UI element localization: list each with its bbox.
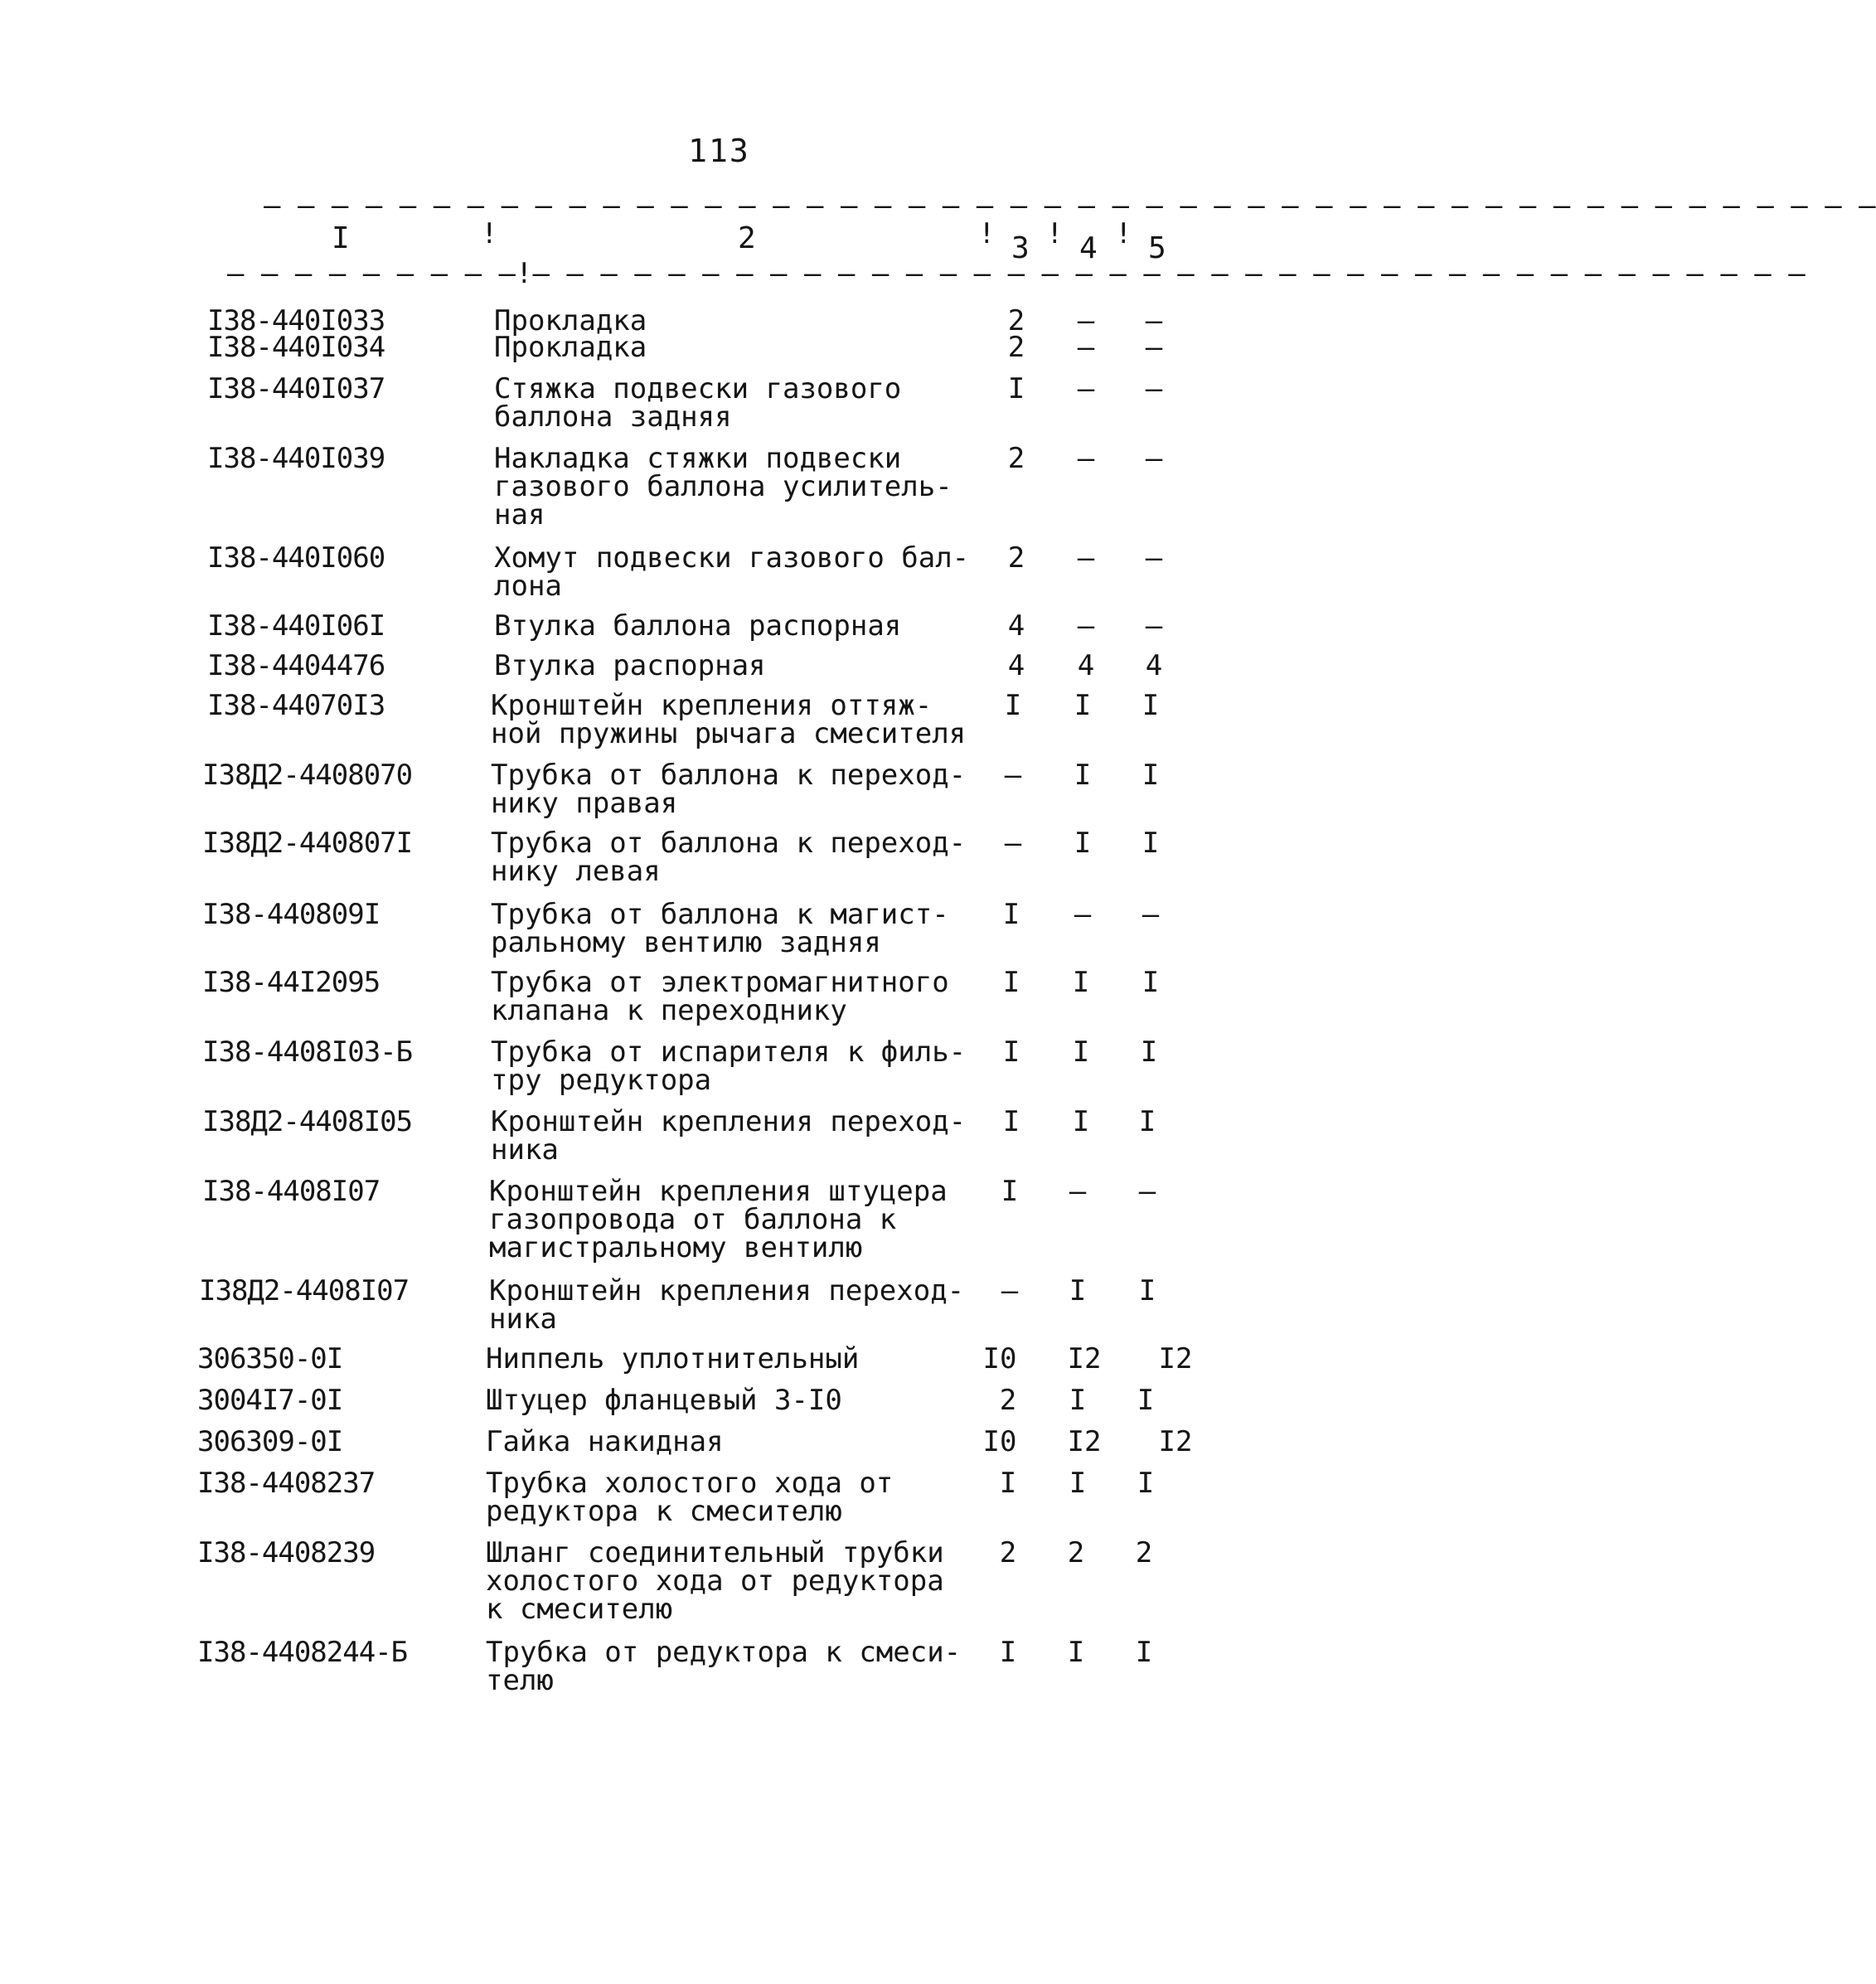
header-col-2: 2 bbox=[738, 221, 756, 255]
part-number: I38-440I037 bbox=[207, 372, 385, 405]
quantity-col-3: 2 bbox=[1007, 541, 1025, 575]
quantity-col-4: I bbox=[1069, 1274, 1087, 1307]
quantity-col-4: – bbox=[1077, 372, 1095, 405]
part-number: I38-4408244-Б bbox=[197, 1636, 408, 1669]
header-col-4: 4 bbox=[1079, 231, 1098, 265]
part-description: Трубка от баллона к магист- ральному вентилю задняя bbox=[491, 898, 949, 959]
quantity-col-3: I bbox=[999, 1467, 1017, 1500]
quantity-col-4: 2 bbox=[1067, 1536, 1085, 1569]
quantity-col-4: – bbox=[1077, 442, 1095, 475]
part-description: Трубка от редуктора к смеси- телю bbox=[486, 1636, 962, 1697]
quantity-col-3: I bbox=[1002, 1036, 1020, 1069]
quantity-col-5: – bbox=[1145, 331, 1163, 364]
quantity-col-5: I2 bbox=[1158, 1342, 1193, 1375]
part-number: 306350-0I bbox=[197, 1342, 343, 1375]
quantity-col-4: I bbox=[1072, 1036, 1090, 1069]
quantity-col-3: I bbox=[1002, 966, 1020, 999]
quantity-col-5: – bbox=[1145, 304, 1163, 337]
part-description: Трубка от испарителя к филь- тру редуктора bbox=[491, 1036, 967, 1097]
quantity-col-5: I bbox=[1137, 1384, 1155, 1417]
quantity-col-5: – bbox=[1145, 442, 1163, 475]
part-description: Накладка стяжки подвески газового баллона усилитель- ная bbox=[494, 442, 953, 531]
part-number: I38-44I2095 bbox=[202, 966, 381, 999]
quantity-col-4: – bbox=[1077, 304, 1095, 337]
quantity-col-4: 4 bbox=[1077, 649, 1095, 682]
part-number: I38-4408I07 bbox=[202, 1175, 381, 1208]
quantity-col-5: 2 bbox=[1135, 1536, 1153, 1569]
quantity-col-4: I bbox=[1069, 1384, 1087, 1417]
quantity-col-4: I bbox=[1067, 1636, 1085, 1669]
part-number: I38-440I06I bbox=[207, 609, 385, 643]
part-description: Ниппель уплотнительный bbox=[486, 1342, 860, 1375]
quantity-col-3: 2 bbox=[1007, 442, 1025, 475]
part-number: I38-4408237 bbox=[197, 1467, 376, 1500]
part-number: I38-440I033 bbox=[207, 304, 385, 337]
quantity-col-3: I0 bbox=[982, 1425, 1017, 1458]
part-number: I38-440I034 bbox=[207, 331, 385, 364]
quantity-col-3: – bbox=[1004, 759, 1022, 792]
quantity-col-5: I2 bbox=[1158, 1425, 1193, 1458]
quantity-col-4: I bbox=[1074, 759, 1092, 792]
header-col-3: 3 bbox=[1011, 231, 1030, 265]
quantity-col-5: – bbox=[1138, 1175, 1156, 1208]
quantity-col-3: 4 bbox=[1007, 609, 1025, 643]
part-number: I38-440I060 bbox=[207, 541, 385, 575]
quantity-col-4: I bbox=[1072, 966, 1090, 999]
header-separator: ! bbox=[1115, 217, 1132, 250]
part-number: I38-44070I3 bbox=[207, 689, 385, 722]
quantity-col-3: 2 bbox=[999, 1384, 1017, 1417]
header-col-1: I bbox=[332, 221, 350, 255]
part-number: I38-4408I03-Б bbox=[202, 1036, 413, 1069]
part-number: I38-4408239 bbox=[197, 1536, 376, 1569]
header-separator: ! bbox=[1046, 217, 1064, 250]
quantity-col-3: I bbox=[1002, 1105, 1020, 1138]
part-number: I38Д2-4408I07 bbox=[199, 1274, 410, 1307]
part-description: Кронштейн крепления штуцера газопровода от баллона к магистральному вентилю bbox=[489, 1175, 948, 1264]
part-description: Трубка холостого хода от редуктора к смесителю bbox=[486, 1467, 894, 1528]
quantity-col-4: I bbox=[1069, 1467, 1087, 1500]
quantity-col-5: I bbox=[1142, 966, 1160, 999]
header-top-rule: – – – – – – – – – – – – – – – – – – – – – – – – – – – – – – – – – – – – – – – – – – – – – – – – bbox=[264, 189, 1876, 222]
quantity-col-3: 2 bbox=[999, 1536, 1017, 1569]
part-description: Кронштейн крепления оттяж- ной пружины рычага смесителя bbox=[491, 689, 967, 750]
quantity-col-5: I bbox=[1138, 1105, 1156, 1138]
quantity-col-5: I bbox=[1138, 1274, 1156, 1307]
quantity-col-3: 2 bbox=[1007, 331, 1025, 364]
quantity-col-5: 4 bbox=[1145, 649, 1163, 682]
part-description: Прокладка bbox=[494, 304, 647, 337]
quantity-col-3: I bbox=[1004, 689, 1022, 722]
part-description: Кронштейн крепления переход- ника bbox=[491, 1105, 967, 1167]
part-description: Кронштейн крепления переход- ника bbox=[489, 1274, 965, 1336]
quantity-col-4: – bbox=[1069, 1175, 1087, 1208]
part-description: Шланг соединительный трубки холостого хода от редуктора к смесителю bbox=[486, 1536, 944, 1626]
header-col-5: 5 bbox=[1148, 231, 1166, 265]
quantity-col-4: I bbox=[1074, 689, 1092, 722]
part-description: Гайка накидная bbox=[486, 1425, 724, 1458]
part-description: Стяжка подвески газового баллона задняя bbox=[494, 372, 902, 434]
quantity-col-5: I bbox=[1142, 689, 1160, 722]
part-description: Трубка от электромагнитного клапана к переходнику bbox=[491, 966, 949, 1027]
quantity-col-3: I0 bbox=[982, 1342, 1017, 1375]
header-bottom-rule: – – – – – – – – –!– – – – – – – – – – – – – – – – – – – – – – – – – – – – – – – – – – – – – – bbox=[227, 257, 1806, 290]
page-number: 113 bbox=[688, 133, 750, 169]
header-separator: ! bbox=[481, 217, 498, 250]
quantity-col-3: I bbox=[1007, 372, 1025, 405]
quantity-col-5: I bbox=[1142, 759, 1160, 792]
quantity-col-4: – bbox=[1077, 609, 1095, 643]
quantity-col-5: – bbox=[1145, 372, 1163, 405]
quantity-col-3: 4 bbox=[1007, 649, 1025, 682]
header-separator: ! bbox=[978, 217, 996, 250]
quantity-col-4: – bbox=[1077, 331, 1095, 364]
quantity-col-4: I2 bbox=[1067, 1425, 1102, 1458]
quantity-col-4: I2 bbox=[1067, 1342, 1102, 1375]
part-description: Втулка распорная bbox=[494, 649, 766, 682]
quantity-col-4: I bbox=[1072, 1105, 1090, 1138]
quantity-col-5: – bbox=[1145, 609, 1163, 643]
quantity-col-5: I bbox=[1135, 1636, 1153, 1669]
part-number: I38-440809I bbox=[202, 898, 381, 931]
quantity-col-4: – bbox=[1074, 898, 1092, 931]
quantity-col-5: I bbox=[1140, 1036, 1158, 1069]
part-number: I38Д2-4408I05 bbox=[202, 1105, 413, 1138]
part-description: Втулка баллона распорная bbox=[494, 609, 902, 643]
part-description: Хомут подвески газового бал- лона bbox=[494, 541, 970, 603]
quantity-col-3: I bbox=[1002, 898, 1020, 931]
quantity-col-3: 2 bbox=[1007, 304, 1025, 337]
part-description: Трубка от баллона к переход- нику правая bbox=[491, 759, 967, 820]
part-number: 3004I7-0I bbox=[197, 1384, 343, 1417]
part-description: Прокладка bbox=[494, 331, 647, 364]
quantity-col-5: – bbox=[1145, 541, 1163, 575]
quantity-col-3: I bbox=[999, 1636, 1017, 1669]
quantity-col-4: I bbox=[1074, 827, 1092, 860]
part-number: I38Д2-4408070 bbox=[202, 759, 413, 792]
part-number: 306309-0I bbox=[197, 1425, 343, 1458]
part-description: Штуцер фланцевый 3-I0 bbox=[486, 1384, 842, 1417]
quantity-col-3: – bbox=[1004, 827, 1022, 860]
quantity-col-5: – bbox=[1142, 898, 1160, 931]
quantity-col-3: – bbox=[1001, 1274, 1019, 1307]
quantity-col-3: I bbox=[1001, 1175, 1019, 1208]
part-number: I38-440I039 bbox=[207, 442, 385, 475]
part-description: Трубка от баллона к переход- нику левая bbox=[491, 827, 967, 888]
part-number: I38-4404476 bbox=[207, 649, 385, 682]
quantity-col-4: – bbox=[1077, 541, 1095, 575]
quantity-col-5: I bbox=[1137, 1467, 1155, 1500]
part-number: I38Д2-440807I bbox=[202, 827, 413, 860]
quantity-col-5: I bbox=[1142, 827, 1160, 860]
